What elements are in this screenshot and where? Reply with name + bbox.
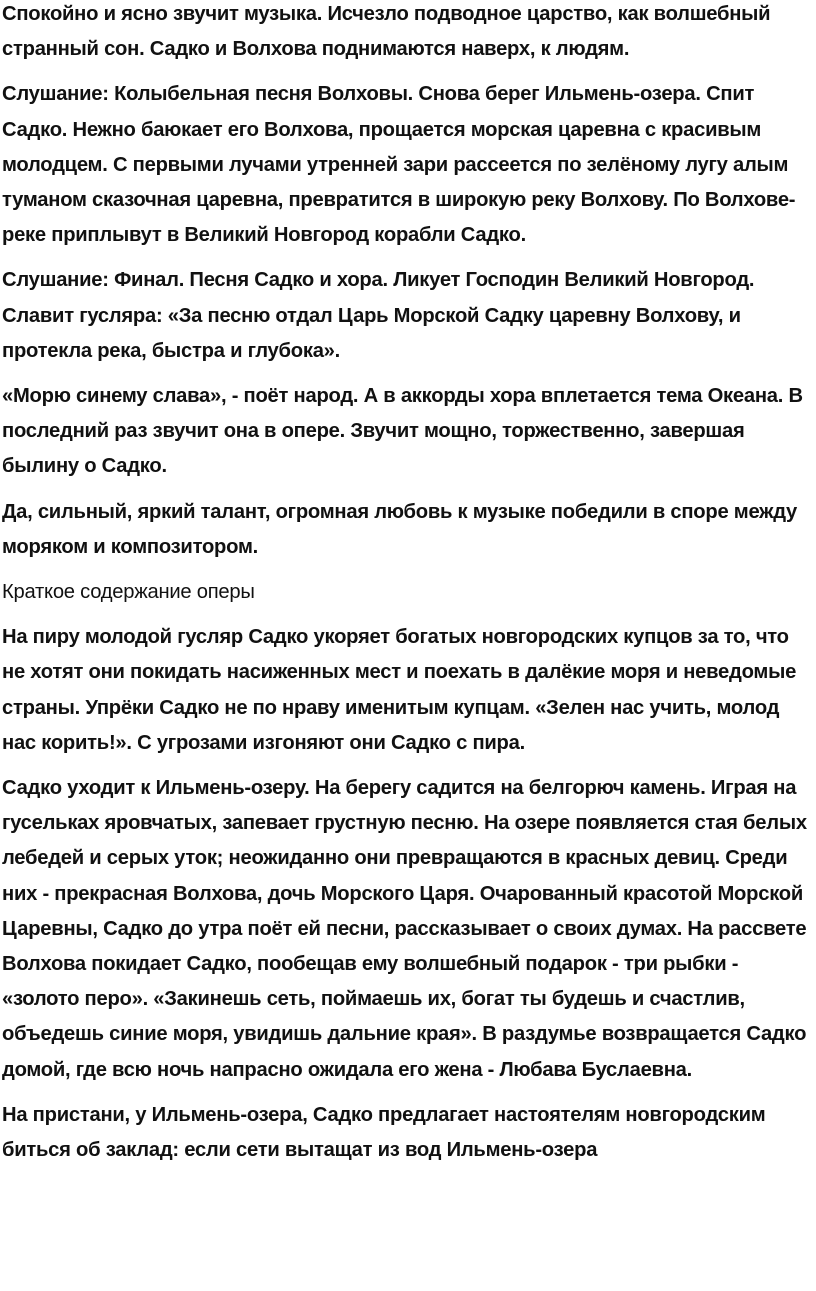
paragraph-finale: Слушание: Финал. Песня Садко и хора. Ликует Господин Великий Новгород. Славит гусляра: «За песню отдал Царь Морской Садку царевну Волхову, и протекла река, быстра и глубока». xyxy=(2,269,755,362)
paragraph-glory-to-sea: «Морю синему слава», - поёт народ. А в аккорды хора вплетается тема Океана. В последний раз звучит она в опере. Звучит мощно, торжественно, завершая былину о Садко. xyxy=(2,385,803,478)
section-title-summary: Краткое содержание оперы xyxy=(2,581,255,604)
paragraph-ilmen-lake: Садко уходит к Ильмень-озеру. На берегу садится на белгорюч камень. Играя на гусельках яровчатых, запевает грустную песню. На озере появляется стая белых лебедей и серых уток; неожиданно они превращаются в красных девиц. Среди них - прекрасная Волхова, дочь Морского Царя. Очарованный красотой Морской Царевны, Садко до утра поёт ей песни, рассказывает о своих думах. На рассвете Волхова покидает Садко, пообещав ему волшебный подарок - три рыбки - «золото перо». «Закинешь сеть, поймаешь их, богат ты будешь и счастлив, объедешь синие моря, увидишь дальние края». В раздумье возвращается Садко домой, где всю ночь напрасно ожидала его жена - Любава Буслаевна. xyxy=(2,777,807,1081)
paragraph-conclusion: Да, сильный, яркий талант, огромная любовь к музыке победили в споре между моряком и композитором. xyxy=(2,500,798,558)
paragraph-feast: На пиру молодой гусляр Садко укоряет богатых новгородских купцов за то, что не хотят они покидать насиженных мест и поехать в далёкие моря и неведомые страны. Упрёки Садко не по нраву именитым купцам. «Зелен нас учить, молод нас корить!». С угрозами изгоняют они Садко с пира. xyxy=(2,626,797,754)
paragraph-wager: На пристани, у Ильмень-озера, Садко предлагает настоятелям новгородским биться об заклад: если сети вытащат из вод Ильмень-озера xyxy=(2,1103,766,1162)
paragraph-surfacing: Спокойно и ясно звучит музыка. Исчезло подводное царство, как волшебный странный сон. Садко и Волхова поднимаются наверх, к людям. xyxy=(2,3,771,61)
paragraph-lullaby: Слушание: Колыбельная песня Волховы. Снова берег Ильмень-озера. Спит Садко. Нежно баюкает его Волхова, прощается морская царевна с красивым молодцем. С первыми лучами утренней зари рассеется по зелёному лугу алым туманом сказочная царевна, превратится в широкую реку Волхову. По Волхове-реке приплывут в Великий Новгород корабли Садко. xyxy=(2,83,796,247)
